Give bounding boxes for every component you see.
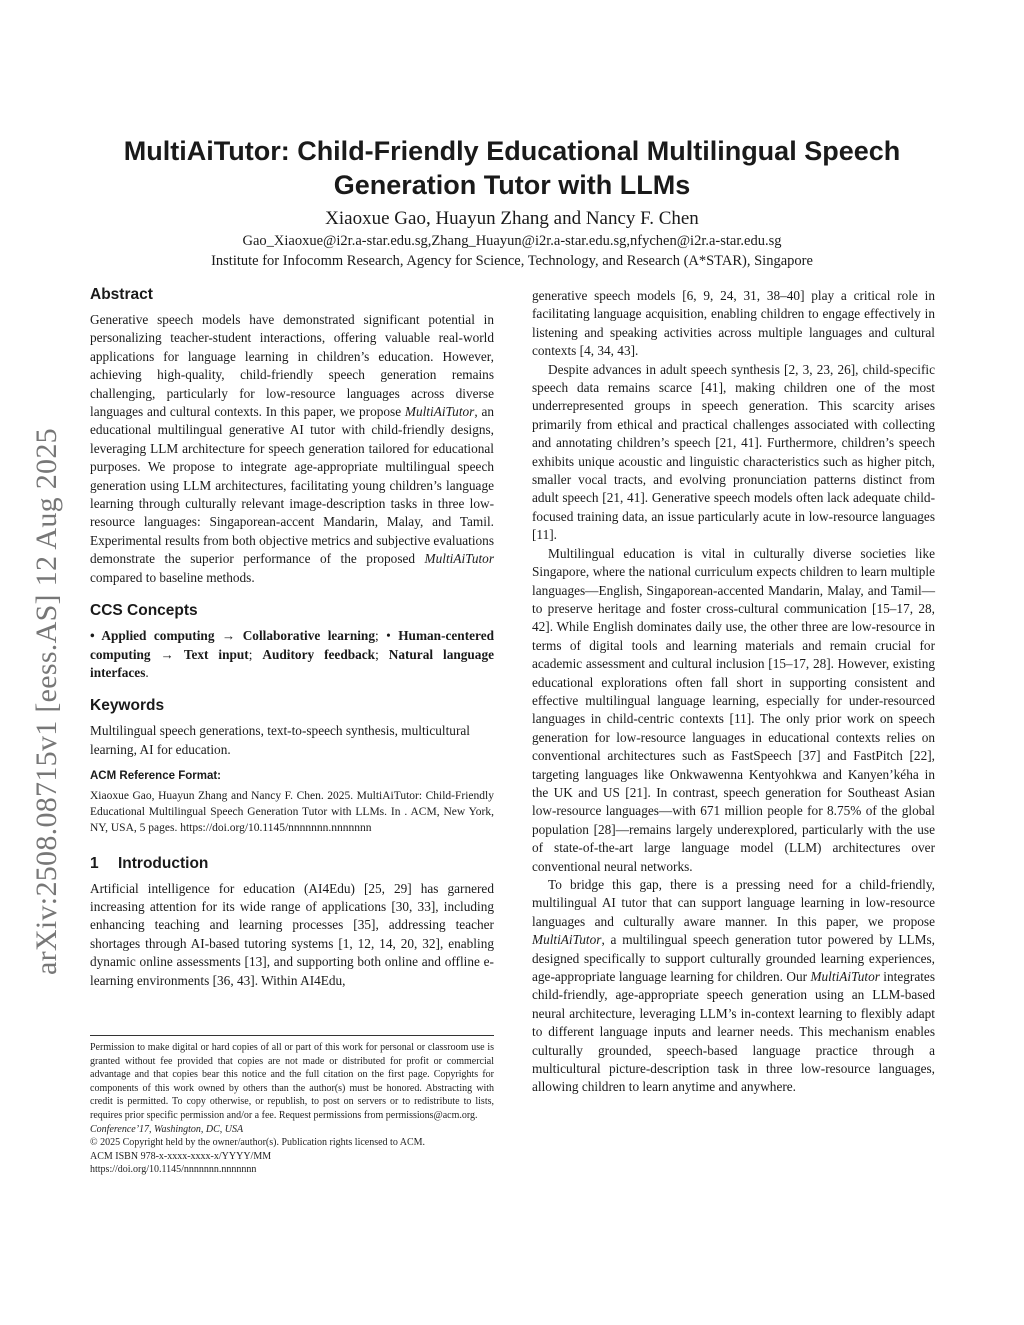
ccs-term: • Applied computing (90, 628, 215, 644)
body-text: integrates child-friendly, age-appropriate speech generation using an LLM-based neural architecture, leveraging LLM’s in-context learning to flexibly adapt to different language inputs and learner needs. This mechanism enables culturally grounded, speech-based language practice through a multicultural picture-description task in three low-resource languages, allowing children to learn anytime and anywhere. (532, 969, 935, 1095)
ccs-arrow: → (214, 628, 243, 644)
ccs-separator: ; (248, 646, 263, 662)
intro-paragraph: Artificial intelligence for education (AI4Edu) [25, 29] has garnered increasing attention for its wide range of applications [30, 33], including enhancing teaching and learning processes [35], addressing teacher shortages through AI-based tutoring systems [1, 12, 14, 20, 32], enabling dynamic online assessments [13], and supporting both online and offline e-learning environments [36, 43]. Within AI4Edu, (90, 880, 494, 988)
ccs-separator: ; • (374, 628, 399, 644)
ccs-term: Collaborative learning (242, 628, 375, 644)
abstract-system-name: MultiAiTutor (404, 404, 475, 420)
system-name: MultiAiTutor (810, 969, 880, 985)
acm-reference-heading: ACM Reference Format: (90, 770, 221, 783)
permission-footnote (90, 1035, 494, 1177)
ccs-term: Text input (183, 646, 249, 662)
keywords-text: Multilingual speech generations, text-to-speech synthesis, multicultural learning, AI for education. (90, 723, 470, 757)
acm-reference (90, 767, 494, 835)
affiliation: Institute for Infocomm Research, Agency for Science, Technology, and Research (A*STAR), Singapore (211, 253, 813, 269)
abstract-text-part1: Generative speech models have demonstrated significant potential in personalizing teacher-student interactions, offering valuable real-world applications for language learning in children’s education. However, achieving high-quality, child-friendly speech generation remains challenging, particularly for low-resource languages across diverse languages and cultural contexts. In this paper, we propose (90, 312, 494, 420)
paper-title: MultiAiTutor: Child-Friendly Educational Multilingual Speech Generation Tutor with LLMs (123, 136, 901, 200)
body-text: To bridge this gap, there is a pressing need for a child-friendly, multilingual AI tutor that can support language learning in low-resource languages and culturally aware manner. In this paper, we propose (532, 877, 935, 929)
ccs-term: Human-centered computing (90, 628, 494, 662)
ccs-term: Natural language interfaces (90, 646, 494, 680)
arxiv-identifier: arXiv:2508.08715v1 [eess.AS] 12 Aug 2025 (30, 428, 63, 975)
ccs-end: . (145, 664, 149, 680)
ccs-heading: CCS Concepts (90, 602, 198, 620)
ccs-arrow: → (150, 646, 184, 662)
body-paragraph: Multilingual education is vital in culturally diverse societies like Singapore, where the national curriculum expects children to learn multiple languages—English, Singaporean-accented Mandarin, Malay, and Tamil—to preserve heritage and foster cross-cultural communication [15–17, 28, 42]. While English dominates daily use, the other three are low-resource in terms of digital tools and learning materials and remain crucial for academic assessment and cultural inclusion [15–17, 28]. However, existing educational explorations often fall short in supporting consistent and effective multilingual language learning, especially for under-resourced languages in child-centric contexts [11]. The only prior work on speech generation for low-resource languages in educational contexts relies on conventional architectures such as FastSpeech [37] and FastPitch [22], targeting languages like Onkwawenna Kentyohkwa and Kanyen’kéha in the UK and US [21]. In contrast, speech generation for Southeast Asian low-resource languages—with 671 million people for 8.75% of the global population [28]—remains largely underexplored, particularly with the use of state-of-the-art large language model (LLM) architectures over conventional neural networks. (532, 545, 935, 874)
left-column (90, 285, 494, 1004)
abstract-text-part3: compared to baseline methods. (90, 569, 255, 585)
introduction-section (90, 854, 494, 990)
permission-text: Permission to make digital or hard copies of all or part of this work for personal or classroom use is granted without fee provided that copies are not made or distributed for profit or commercial advantage and that copies bear this notice and the full citation on the first page. Copyrights for components of this work owned by others than the author(s) must be honored. Abstracting with credit is permitted. To copy otherwise, or republish, to post on servers or to redistribute to lists, requires prior specific permission and/or a fee. Request permissions from permissions@acm.org. (90, 1042, 494, 1121)
introduction-heading (90, 854, 494, 874)
ccs-concepts (90, 627, 494, 682)
author-list: Xiaoxue Gao, Huayun Zhang and Nancy F. Chen (325, 208, 699, 229)
system-name: MultiAiTutor (532, 932, 602, 948)
keywords-section (90, 696, 494, 759)
abstract-text-part2: , an educational multilingual generative AI tutor with child-friendly designs, leveraging LLM architecture for speech generation tailored for educational purposes. We propose to integrate age-appropriate multilingual speech generation using LLM architectures, facilitating young children’s language learning through culturally relevant image-description tasks in three low-resource languages: Singaporean-accent Mandarin, Malay, and Tamil. Experimental results from both objective metrics and subjective evaluations demonstrate the superior performance of the proposed (90, 404, 495, 567)
body-paragraph (532, 876, 935, 1097)
right-column (532, 287, 935, 1097)
section-number: 1 (90, 854, 99, 872)
conference-info: Conference’17, Washington, DC, USA (90, 1123, 244, 1135)
body-text: , a multilingual speech generation tutor powered by LLMs, designed specifically to support culturally grounded learning experiences, age-appropriate language learning for children. Our (532, 932, 935, 985)
keywords-heading: Keywords (90, 697, 165, 715)
isbn-text: ACM ISBN 978-x-xxxx-xxxx-x/YYYY/MM (90, 1150, 272, 1162)
doi-link[interactable]: https://doi.org/10.1145/nnnnnnn.nnnnnnn (90, 1164, 257, 1176)
acm-reference-text: Xiaoxue Gao, Huayun Zhang and Nancy F. Chen. 2025. MultiAiTutor: Child-Friendly Educational Multilingual Speech Generation Tutor with LLMs. In . ACM, New York, NY, USA, 5 pages. https://doi.org/10.1145/nnnnnnn.nnnnnnn (90, 789, 494, 834)
ccs-section (90, 601, 494, 682)
abstract-system-name-2: MultiAiTutor (424, 551, 494, 567)
abstract-text (90, 311, 494, 587)
body-paragraph: Despite advances in adult speech synthesis [2, 3, 23, 26], child-specific speech data remains scarce [41], making children one of the most underrepresented groups in speech generation. This scarcity arises primarily from ethical and practical challenges associated with collecting and annotating children’s speech [21, 41]. Furthermore, children’s speech exhibits unique acoustic and linguistic characteristics such as higher pitch, smaller vocal tracts, and evolving pronunciation patterns distinct from adult speech [21, 41]. Generative speech models often lack adequate child-focused training data, an issue particularly acute in low-resource languages [11]. (532, 361, 935, 543)
author-emails: Gao_Xiaoxue@i2r.a-star.edu.sg,Zhang_Huayun@i2r.a-star.edu.sg,nfychen@i2r.a-star.edu.sg (242, 233, 782, 249)
ccs-term: Auditory feedback (262, 646, 376, 662)
section-title: Introduction (118, 854, 209, 872)
copyright-text: © 2025 Copyright held by the owner/author(s). Publication rights licensed to ACM. (90, 1137, 426, 1149)
abstract-section (90, 285, 494, 587)
ccs-separator: ; (375, 646, 389, 662)
abstract-heading: Abstract (90, 286, 153, 303)
body-paragraph: generative speech models [6, 9, 24, 31, 38–40] play a critical role in facilitating language acquisition, enabling children to engage effectively in listening and speaking activities across multiple languages and cultural contexts [4, 34, 43]. (532, 288, 935, 359)
